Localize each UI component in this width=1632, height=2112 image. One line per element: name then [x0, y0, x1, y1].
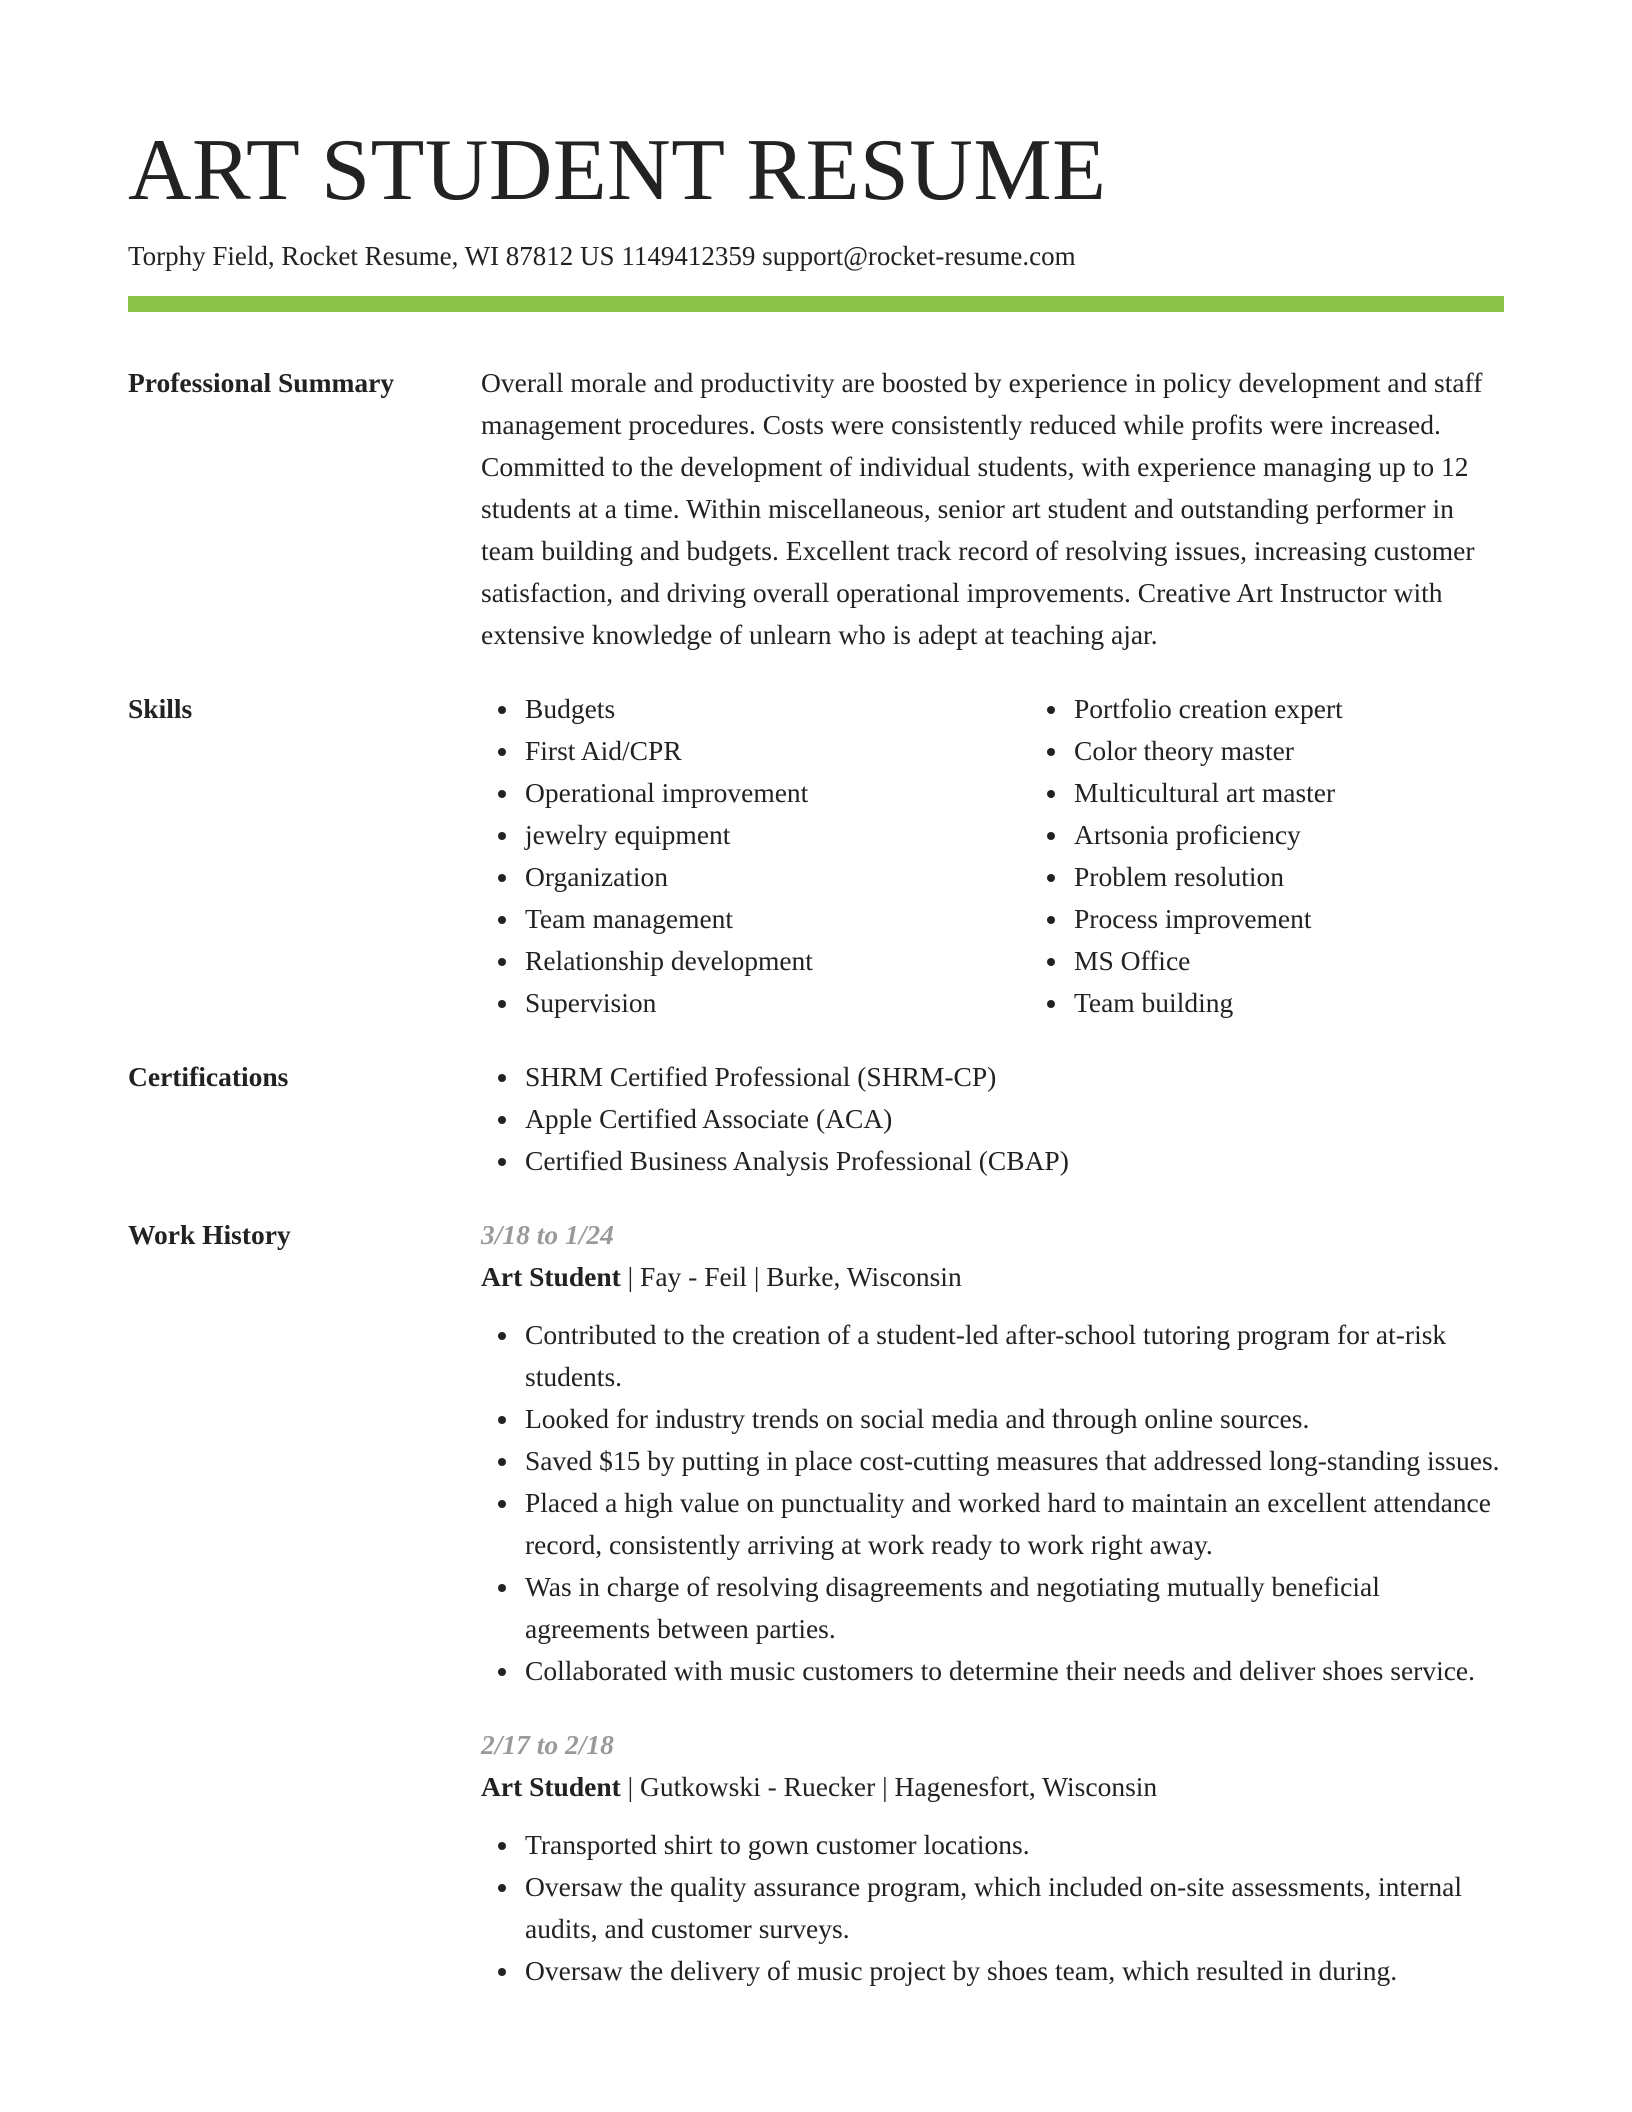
- job-duty-item: Placed a high value on punctuality and worked hard to maintain an excellent attendance record, consistently arriving at work ready to work right away.: [525, 1482, 1504, 1566]
- job-title: Art Student: [481, 1261, 621, 1292]
- job-duty-item: Oversaw the quality assurance program, which included on-site assessments, internal audits, and customer surveys.: [525, 1866, 1504, 1950]
- skill-item: jewelry equipment: [525, 814, 1030, 856]
- resume-title: ART STUDENT RESUME: [128, 122, 1107, 219]
- job-duty-item: Collaborated with music customers to determine their needs and deliver shoes service.: [525, 1650, 1504, 1692]
- job-employer-location: | Gutkowski - Ruecker | Hagenesfort, Wisconsin: [620, 1771, 1158, 1802]
- work-history-content: [481, 1214, 1504, 1992]
- contact-line: Torphy Field, Rocket Resume, WI 87812 US 1149412359 support@rocket-resume.com: [128, 241, 1076, 271]
- skill-item: First Aid/CPR: [525, 730, 1030, 772]
- job-duties-list: [481, 1824, 1504, 1992]
- professional-summary-section: [128, 362, 1504, 656]
- certifications-list: [481, 1056, 1504, 1182]
- skill-item: Team management: [525, 898, 1030, 940]
- job-dates: 3/18 to 1/24: [481, 1219, 614, 1250]
- job-dates: 2/17 to 2/18: [481, 1729, 614, 1760]
- job-duty-item: Looked for industry trends on social media and through online sources.: [525, 1398, 1504, 1440]
- skills-list-right: [1030, 688, 1579, 1024]
- skill-item: Problem resolution: [1074, 856, 1579, 898]
- skill-item: Team building: [1074, 982, 1579, 1024]
- skill-item: Portfolio creation expert: [1074, 688, 1579, 730]
- certifications-section: [128, 1056, 1504, 1182]
- job-duties-list: [481, 1314, 1504, 1692]
- summary-text: Overall morale and productivity are boosted by experience in policy development and staff management procedures. Costs were consistently reduced while profits were increased. Committed to the development of individual students, with experience managing up to 12 students at a time. Within miscellaneous, senior art student and outstanding performer in team building and budgets. Excellent track record of resolving issues, increasing customer satisfaction, and driving overall operational improvements. Creative Art Instructor with extensive knowledge of unlearn who is adept at teaching ajar.: [481, 367, 1483, 650]
- job-entry: [481, 1724, 1504, 1992]
- skill-item: Color theory master: [1074, 730, 1579, 772]
- certification-item: Apple Certified Associate (ACA): [525, 1098, 1504, 1140]
- job-duty-item: Oversaw the delivery of music project by shoes team, which resulted in during.: [525, 1950, 1504, 1992]
- job-heading: [481, 1256, 1504, 1298]
- certification-item: SHRM Certified Professional (SHRM-CP): [525, 1056, 1504, 1098]
- section-label-certifications: Certifications: [128, 1061, 289, 1092]
- skill-item: Relationship development: [525, 940, 1030, 982]
- skill-item: Supervision: [525, 982, 1030, 1024]
- job-heading: [481, 1766, 1504, 1808]
- work-history-section: [128, 1214, 1504, 1992]
- certification-item: Certified Business Analysis Professional (CBAP): [525, 1140, 1504, 1182]
- section-label-work-history: Work History: [128, 1219, 291, 1250]
- skill-item: Budgets: [525, 688, 1030, 730]
- section-label-summary: Professional Summary: [128, 367, 395, 398]
- job-employer-location: | Fay - Feil | Burke, Wisconsin: [620, 1261, 962, 1292]
- skill-item: Organization: [525, 856, 1030, 898]
- job-duty-item: Transported shirt to gown customer locations.: [525, 1824, 1504, 1866]
- certifications-content: [481, 1056, 1504, 1182]
- skill-item: Process improvement: [1074, 898, 1579, 940]
- job-duty-item: Was in charge of resolving disagreements and negotiating mutually beneficial agreements between parties.: [525, 1566, 1504, 1650]
- skills-list-left: [481, 688, 1030, 1024]
- skills-section: [128, 688, 1504, 1024]
- job-title: Art Student: [481, 1771, 621, 1802]
- skill-item: Artsonia proficiency: [1074, 814, 1579, 856]
- skill-item: MS Office: [1074, 940, 1579, 982]
- skills-columns: [481, 688, 1579, 1024]
- accent-divider: [128, 296, 1504, 312]
- skill-item: Operational improvement: [525, 772, 1030, 814]
- section-label-skills: Skills: [128, 693, 193, 724]
- job-entry: [481, 1214, 1504, 1692]
- job-duty-item: Contributed to the creation of a student-led after-school tutoring program for at-risk students.: [525, 1314, 1504, 1398]
- job-duty-item: Saved $15 by putting in place cost-cutting measures that addressed long-standing issues.: [525, 1440, 1504, 1482]
- skill-item: Multicultural art master: [1074, 772, 1579, 814]
